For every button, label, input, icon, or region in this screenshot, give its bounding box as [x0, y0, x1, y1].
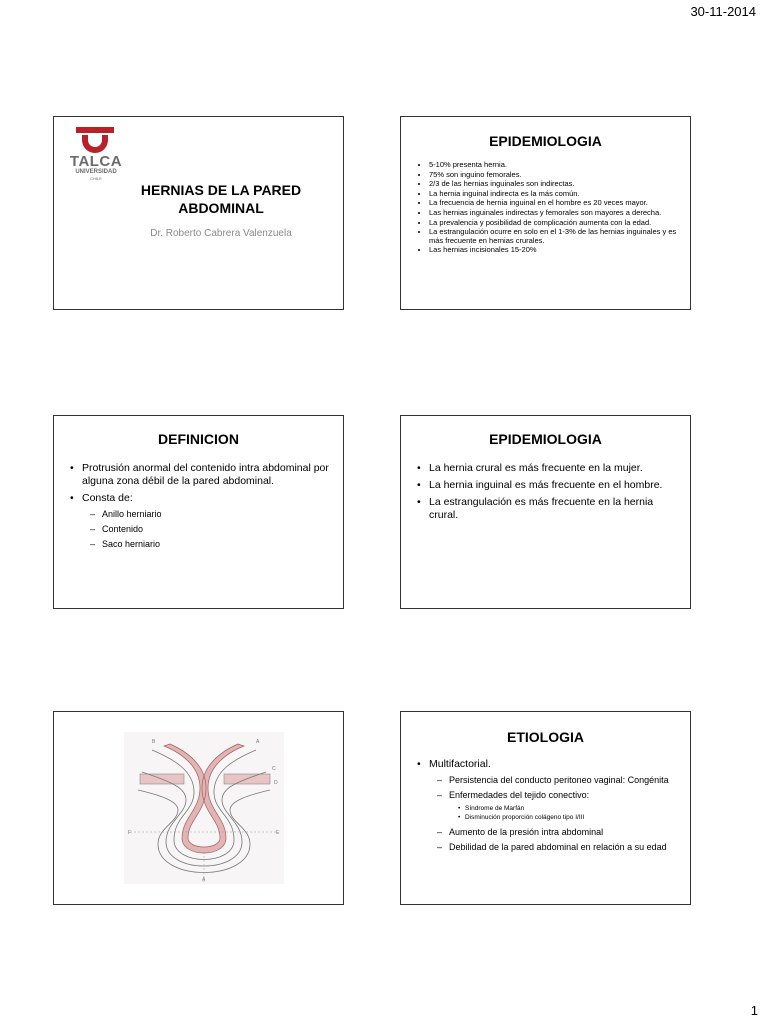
- sub-item: – Contenido: [102, 523, 333, 535]
- sub-item: – Anillo herniario: [102, 508, 333, 520]
- sub-list: [429, 774, 680, 853]
- hernia-sac-diagram: [124, 732, 284, 884]
- title-line1: HERNIAS DE LA PARED: [140, 182, 302, 198]
- list-item: • La hernia inguinal es más frecuente en el hombre.: [429, 479, 680, 492]
- list-item: [429, 758, 680, 853]
- list-item: [82, 492, 333, 550]
- list-item: • 5-10% presenta hernia.: [429, 161, 680, 170]
- presentation-title: [109, 181, 333, 217]
- sub-item: – Saco herniario: [102, 538, 333, 550]
- list-item-label: Multifactorial.: [429, 758, 491, 770]
- sub-item: – Persistencia del conducto peritoneo vaginal: Congénita: [449, 774, 680, 786]
- list-item-label: Consta de:: [82, 492, 133, 504]
- sub-sub-item: • Disminución proporción colágeno tipo I/III: [465, 813, 680, 822]
- page-date: 30-11-2014: [690, 4, 756, 19]
- slide-definicion: [53, 415, 344, 609]
- slide-heading: ETIOLOGIA: [507, 729, 584, 745]
- logo-line2: UNIVERSIDAD: [75, 169, 117, 175]
- diagram-label-d: D: [274, 780, 278, 786]
- list-item: • La frecuencia de hernia inguinal en el hombre es 20 veces mayor.: [429, 199, 680, 208]
- university-logo: [66, 127, 126, 181]
- list-item: • La estrangulación es más frecuente en la hernia crural.: [429, 496, 680, 522]
- slide-hernia-diagram: [53, 711, 344, 905]
- list-item: • Las hernias incisionales 15-20%: [429, 246, 680, 255]
- list-item: • 2/3 de las hernias inguinales son indirectas.: [429, 180, 680, 189]
- page-number: 1: [750, 1003, 758, 1018]
- list-item: • Protrusión anormal del contenido intra abdominal por alguna zona débil de la pared abdominal.: [82, 462, 333, 488]
- sub-sub-list: [449, 804, 680, 822]
- diagram-label-c: C: [272, 766, 276, 772]
- sub-item: – Debilidad de la pared abdominal en relación a su edad: [449, 841, 680, 853]
- diagram-label-f: F: [128, 830, 132, 836]
- bullet-list: [407, 161, 680, 256]
- sub-item: – Aumento de la presión intra abdominal: [449, 826, 680, 838]
- list-item: • La hernia crural es más frecuente en la mujer.: [429, 462, 680, 475]
- list-item: • La prevalencia y posibilidad de complicación aumenta con la edad.: [429, 219, 680, 228]
- list-item: • La estrangulación ocurre en solo en el 1-3% de las hernias inguinales y es más frecuente en hernias crurales.: [429, 228, 680, 245]
- slide-title: [53, 116, 344, 310]
- slide-heading: EPIDEMIOLOGIA: [489, 431, 602, 447]
- sub-list: [82, 508, 333, 550]
- list-item: • Las hernias inguinales indirectas y femorales son mayores a derecha.: [429, 209, 680, 218]
- diagram-label-bottom: A: [202, 877, 206, 883]
- bullet-list: [405, 758, 680, 857]
- diagram-label-e: E: [276, 830, 280, 836]
- bullet-list: [58, 462, 333, 554]
- logo-line3: CHILE: [90, 176, 102, 181]
- sub-item: [449, 789, 680, 822]
- title-line2: ABDOMINAL: [178, 200, 264, 216]
- slide-etiologia: [400, 711, 691, 905]
- sub-sub-item: • Síndrome de Marfán: [465, 804, 680, 813]
- list-item: • La hernia inguinal indirecta es la más común.: [429, 190, 680, 199]
- diagram-label-b: B: [152, 739, 156, 745]
- logo-line1: TALCA: [69, 153, 123, 170]
- bullet-list: [405, 462, 680, 526]
- list-item: • 75% son inguino femorales.: [429, 171, 680, 180]
- slide-epidemiologia-2: [400, 415, 691, 609]
- slide-heading: DEFINICION: [158, 431, 239, 447]
- sub-item-label: Enfermedades del tejido conectivo:: [449, 790, 590, 800]
- diagram-label-a: A: [256, 739, 260, 745]
- slide-epidemiologia-1: [400, 116, 691, 310]
- author-name: Dr. Roberto Cabrera Valenzuela: [150, 228, 292, 239]
- slide-heading: EPIDEMIOLOGIA: [489, 133, 602, 149]
